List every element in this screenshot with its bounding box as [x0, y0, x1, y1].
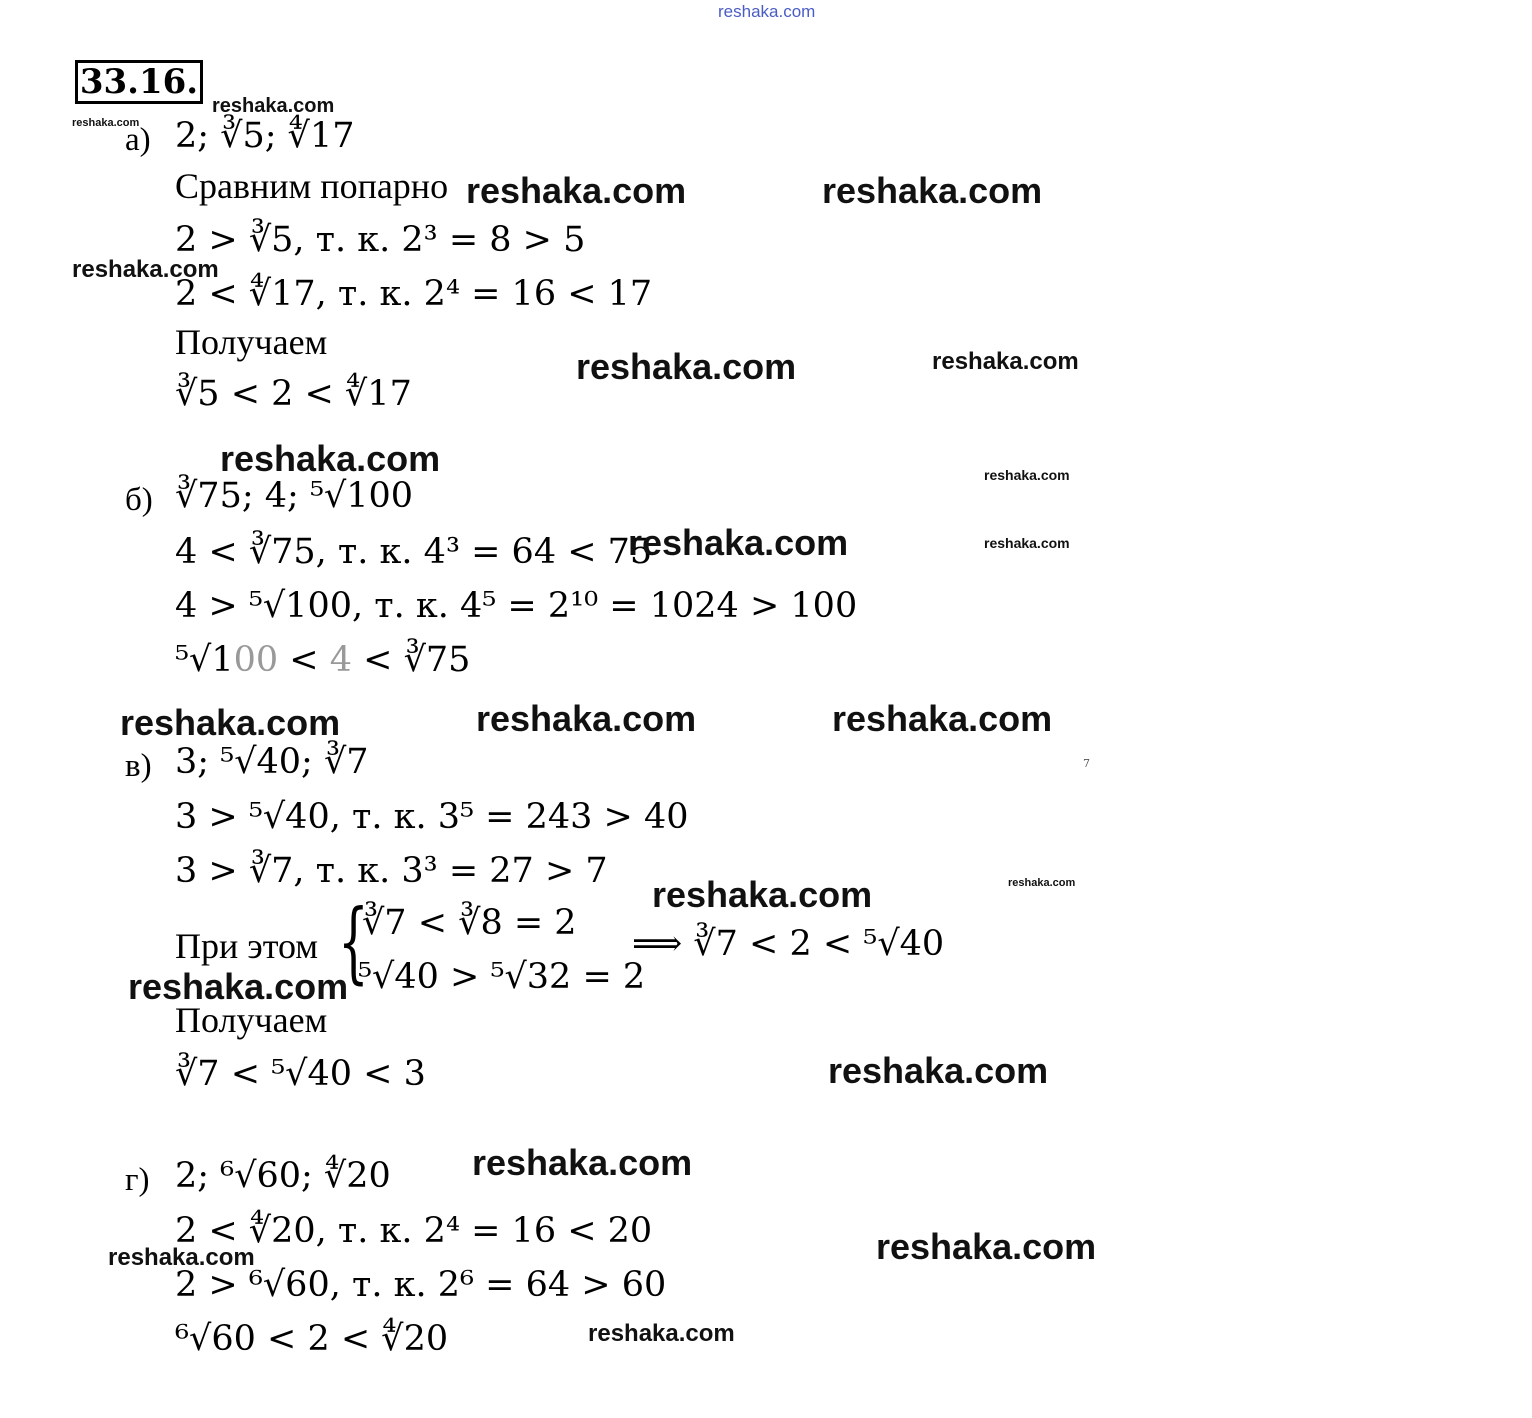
part-v-system-bottom: ⁵√40 > ⁵√32 = 2 [358, 957, 646, 997]
part-v-result-word: Получаем [175, 1000, 328, 1040]
watermark: reshaka.com [828, 1050, 1049, 1091]
part-a-line1: 2 > ∛5, т. к. 2³ = 8 > 5 [175, 220, 586, 260]
watermark: reshaka.com [1008, 877, 1076, 889]
watermark: reshaka.com [822, 170, 1043, 211]
watermark: reshaka.com [984, 467, 1070, 483]
part-b-result-p4: 4 [329, 640, 353, 680]
watermark: reshaka.com [628, 522, 849, 563]
watermark: reshaka.com [588, 1320, 735, 1347]
part-a-result-word: Получаем [175, 322, 328, 362]
watermark: reshaka.com [652, 874, 873, 915]
stray-mark: 7 [1083, 757, 1090, 770]
part-v-label: в) [125, 748, 152, 784]
watermark: reshaka.com [876, 1226, 1097, 1267]
watermark: reshaka.com [476, 698, 697, 739]
part-v-given: 3; ⁵√40; ∛7 [175, 742, 369, 782]
watermark: reshaka.com [832, 698, 1053, 739]
part-v-system-word: При этом [175, 926, 319, 966]
watermark: reshaka.com [72, 117, 140, 129]
part-v-implication: ⟹ ∛7 < 2 < ⁵√40 [632, 924, 945, 964]
part-a-given: 2; ∛5; ∜17 [175, 116, 355, 156]
watermark: reshaka.com [72, 256, 219, 283]
header-watermark: reshaka.com [718, 2, 816, 21]
part-b-label: б) [125, 482, 153, 518]
part-g-result: ⁶√60 < 2 < ∜20 [175, 1319, 449, 1359]
watermark: reshaka.com [466, 170, 687, 211]
watermark: reshaka.com [472, 1142, 693, 1183]
part-b-line2: 4 > ⁵√100, т. к. 4⁵ = 2¹⁰ = 1024 > 100 [175, 586, 858, 626]
part-g-line2: 2 > ⁶√60, т. к. 2⁶ = 64 > 60 [175, 1265, 667, 1305]
watermark: reshaka.com [932, 348, 1079, 375]
part-b-result-p1: ⁵√1 [175, 640, 234, 680]
part-a-intro: Сравним попарно [175, 166, 449, 206]
watermark: reshaka.com [120, 702, 341, 743]
part-g-line1: 2 < ∜20, т. к. 2⁴ = 16 < 20 [175, 1211, 653, 1251]
part-a-label: а) [125, 122, 151, 158]
watermark: reshaka.com [984, 535, 1070, 551]
part-g-label: г) [125, 1162, 150, 1198]
part-v-system-top: ∛7 < ∛8 = 2 [362, 903, 577, 943]
part-b-result-p5: < ∛75 [352, 640, 471, 680]
part-v-result: ∛7 < ⁵√40 < 3 [175, 1054, 426, 1094]
part-b-result-p2: 00 [233, 640, 279, 680]
watermark: reshaka.com [576, 346, 797, 387]
part-a-result: ∛5 < 2 < ∜17 [175, 374, 412, 414]
part-b-given: ∛75; 4; ⁵√100 [175, 476, 414, 516]
watermark: reshaka.com [108, 1244, 255, 1271]
watermark: reshaka.com [128, 966, 349, 1007]
part-a-line2: 2 < ∜17, т. к. 2⁴ = 16 < 17 [175, 274, 653, 314]
system-brace: { [338, 890, 369, 993]
part-b-result [175, 640, 470, 680]
part-v-line1: 3 > ⁵√40, т. к. 3⁵ = 243 > 40 [175, 797, 689, 837]
watermark: reshaka.com [220, 438, 441, 479]
problem-number: 33.16. [75, 60, 203, 104]
watermark: reshaka.com [212, 95, 335, 117]
part-b-result-p3: < [278, 640, 330, 680]
part-b-line1: 4 < ∛75, т. к. 4³ = 64 < 75 [175, 532, 653, 572]
part-v-line2: 3 > ∛7, т. к. 3³ = 27 > 7 [175, 851, 608, 891]
part-g-given: 2; ⁶√60; ∜20 [175, 1156, 391, 1196]
